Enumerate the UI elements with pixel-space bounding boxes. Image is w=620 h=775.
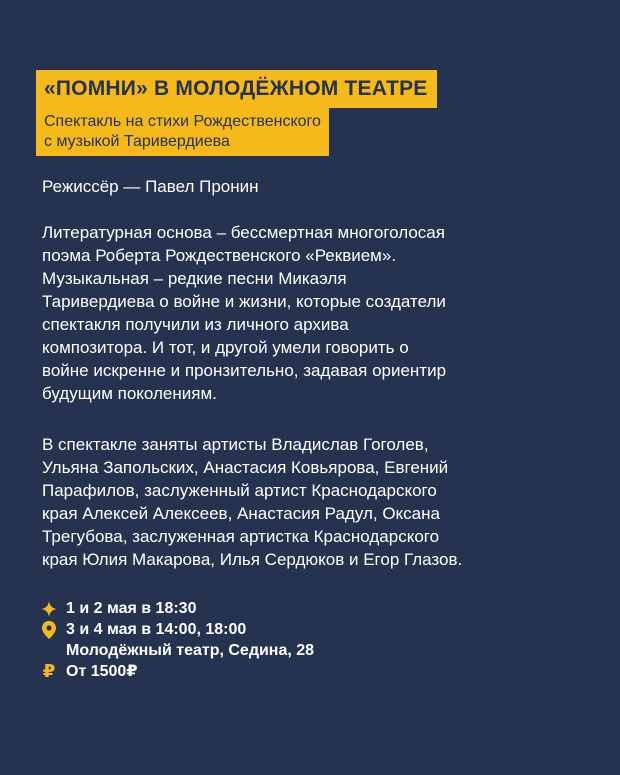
paragraph-line: Таривердиева о войне и жизни, которые создатели [42, 292, 446, 311]
paragraph-line: края Юлия Макарова, Илья Сердюков и Егор Глазов. [42, 550, 463, 569]
location-pin-icon [40, 619, 58, 640]
cast-paragraph [42, 433, 602, 571]
paragraph-line: Парафилов, заслуженный артист Краснодарского [42, 481, 437, 500]
director-credit: Режиссёр — Павел Пронин [42, 177, 259, 196]
event-venue: Молодёжный театр, Седина, 28 [66, 642, 315, 659]
paragraph-line: В спектакле заняты артисты Владислав Гоголев, [42, 435, 429, 454]
paragraph-line: Ульяна Запольских, Анастасия Ковьярова, Евгений [42, 458, 449, 477]
event-dates-second: 3 и 4 мая в 14:00, 18:00 [66, 621, 247, 638]
paragraph-line: войне искренне и пронзительно, задавая ориентир [42, 361, 447, 380]
sparkle-icon [40, 598, 58, 619]
subtitle-line: с музыкой Таривердиева [44, 133, 230, 150]
ruble-icon: ₽ [42, 661, 56, 682]
event-header [36, 70, 437, 156]
paragraph-line: Трегубова, заслуженная артистка Краснодарского [42, 527, 440, 546]
event-info [40, 598, 314, 682]
paragraph-line: края Алексей Алексеев, Анастасия Радул, Оксана [42, 504, 440, 523]
paragraph-line: спектакля получили из личного архива [42, 315, 349, 334]
subtitle-line: Спектакль на стихи Рождественского [44, 113, 321, 130]
date-row [40, 598, 314, 619]
event-price: От 1500₽ [66, 663, 138, 680]
paragraph-line: Музыкальная – редкие песни Микаэля [42, 269, 347, 288]
price-row [40, 661, 314, 682]
paragraph-line: Литературная основа – бессмертная многоголосая [42, 223, 445, 242]
event-subtitle [36, 108, 329, 156]
location-row [40, 619, 314, 661]
event-dates: 1 и 2 мая в 18:30 [66, 600, 197, 617]
paragraph-line: композитора. И тот, и другой умели говорить о [42, 338, 409, 357]
paragraph-line: будущим поколениям. [42, 384, 217, 403]
paragraph-line: поэма Роберта Рождественского «Реквием». [42, 246, 397, 265]
description-paragraph [42, 221, 602, 405]
event-title: «ПОМНИ» В МОЛОДЁЖНОМ ТЕАТРЕ [36, 70, 437, 108]
